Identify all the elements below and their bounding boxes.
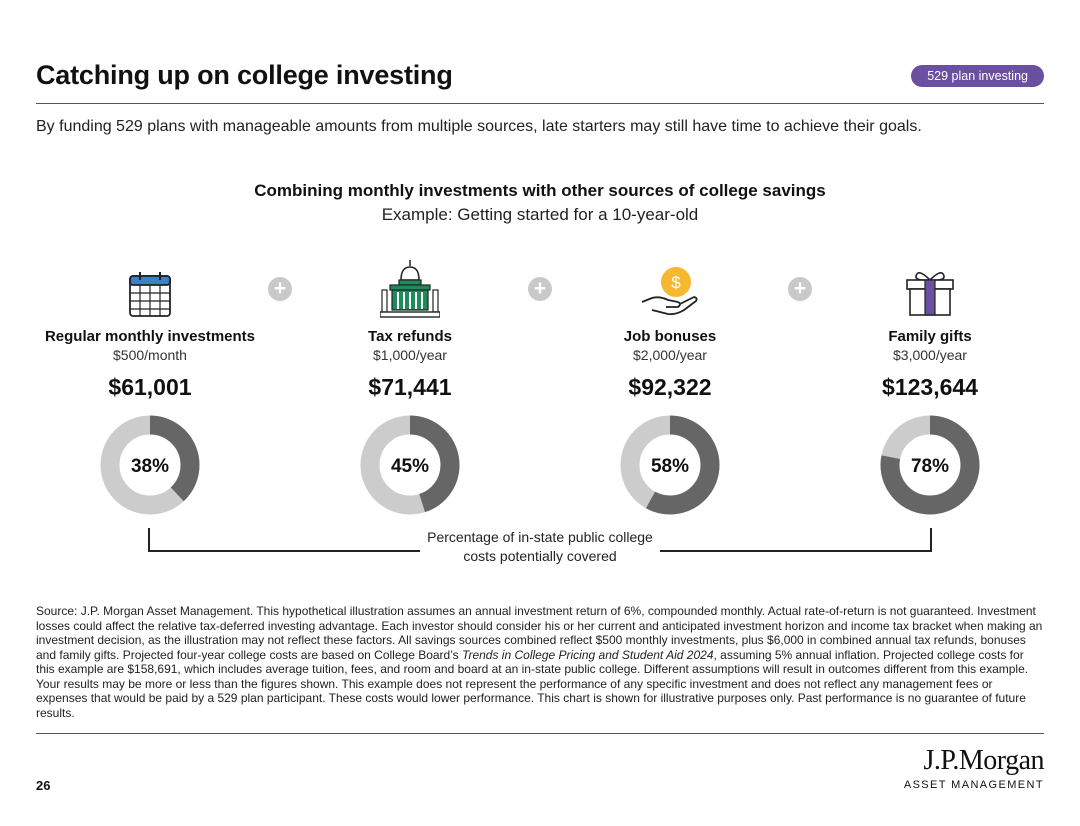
source-footnote — [36, 604, 1044, 720]
chart-title: Combining monthly investments with other sources of college savings — [254, 181, 826, 200]
section-tag: 529 plan investing — [911, 65, 1044, 87]
plus-icon: + — [788, 277, 812, 301]
page-number: 26 — [36, 778, 51, 793]
source-rate: $2,000/year — [633, 347, 707, 363]
source-amount: $123,644 — [882, 374, 978, 400]
source-rate: $1,000/year — [373, 347, 447, 363]
page-title: Catching up on college investing — [36, 60, 453, 90]
source-label: Regular monthly investments — [44, 328, 256, 345]
source-label: Tax refunds — [368, 328, 452, 345]
brand-logo — [904, 745, 1044, 791]
donut-percent-label: 78% — [910, 456, 950, 477]
brand-tagline: ASSET MANAGEMENT — [903, 779, 1044, 791]
footnote-publication-title: Trends in College Pricing and Student Aid 2024 — [462, 647, 714, 662]
footer-divider — [36, 733, 1044, 734]
source-amount: $61,001 — [108, 374, 192, 400]
footnote-text: , assuming 5% annual inflation. Projected college costs for this example are $158,691, which includes average tuition, fees, and room and board at an in-state public college. Different assumptions will result in outcomes different from this example. Your results may be more or less than the figures shown. This example does not represent the performance of any specific investment and does not reflect any management fees or expenses that would be paid by a 529 plan participant. These costs would lower performance. This chart is shown for illustrative purposes only. Past performance is no guarantee of future results. — [36, 647, 1029, 720]
donut-percent-label: 58% — [650, 456, 690, 477]
source-label: Family gifts — [888, 328, 972, 345]
svg-text:$: $ — [671, 273, 681, 292]
source-rate: $500/month — [113, 347, 187, 363]
source-amount: $71,441 — [368, 374, 452, 400]
coverage-bracket-label: Percentage of in-state public college costs potentially covered — [420, 528, 660, 566]
footnote-text: Source: J.P. Morgan Asset Management. This hypothetical illustration assumes an annual investment return of 6%, compounded monthly. Actual rate-of-return is not guaranteed. Investment losses could affect the relative tax-deferred investing advantage. Each investor should consider his or her current and anticipated investment horizon and income tax bracket when making an investment decision, as the illustration may not reflect these factors. All savings sources combined reflect $500 monthly investments, plus $6,000 in combined annual tax refunds, bonuses and family gifts. Projected four-year college costs are based on College Board’s — [36, 604, 1043, 662]
donut-percent-label: 38% — [130, 456, 170, 477]
plus-icon: + — [268, 277, 292, 301]
brand-name: J.P.Morgan — [923, 745, 1044, 776]
source-rate: $3,000/year — [893, 347, 967, 363]
page-subtitle: By funding 529 plans with manageable amounts from multiple sources, late starters may still have time to achieve their goals. — [36, 118, 922, 135]
plus-icon: + — [528, 277, 552, 301]
donut-percent-label: 45% — [390, 456, 430, 477]
source-label: Job bonuses — [623, 328, 717, 345]
source-amount: $92,322 — [628, 374, 712, 400]
chart-subtitle: Example: Getting started for a 10-year-old — [381, 205, 699, 224]
